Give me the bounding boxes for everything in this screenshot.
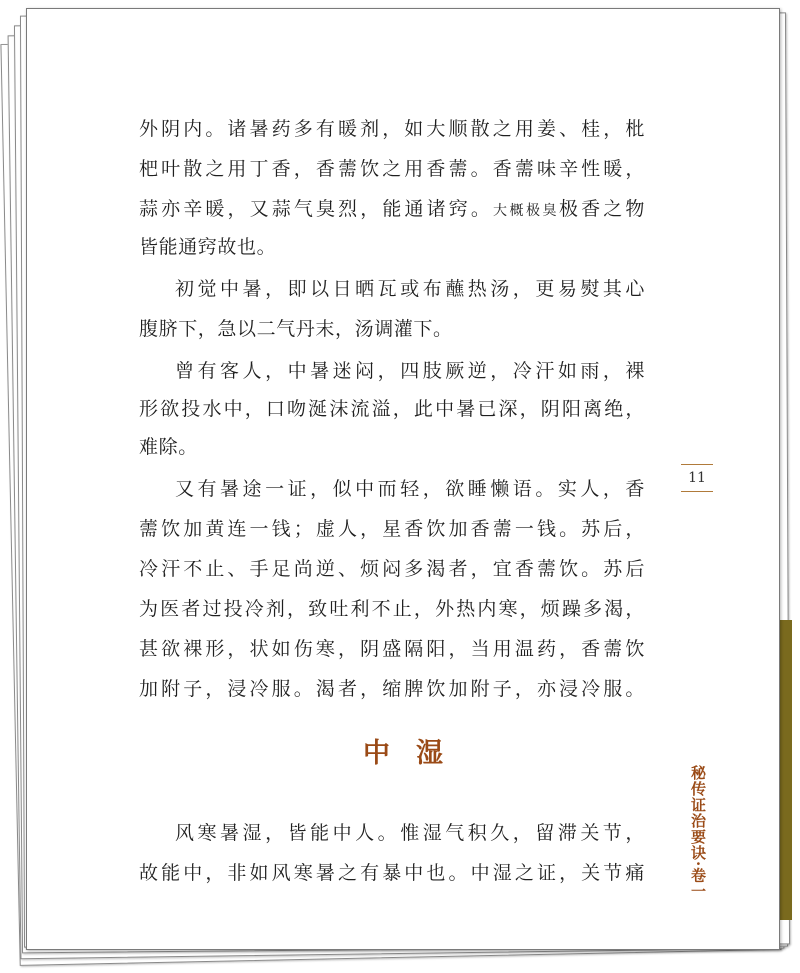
text-line: 皆能通窍故也。 [139,236,277,258]
text-line [139,197,645,223]
text-line: 甚欲裸形，状如伤寒，阴盛隔阳，当用温药，香薷饮 [139,638,645,660]
page-number: 11 [681,464,713,492]
paragraph-first-line: 又有暑途一证，似中而轻，欲睡懒语。实人，香 [175,478,645,500]
paragraph-first-line: 风寒暑湿，皆能中人。惟湿气积久，留滞关节， [175,822,645,844]
text-line: 难除。 [139,436,198,458]
text-line: 腹脐下，急以二气丹末，汤调灌下。 [139,318,453,340]
paragraph-first-line: 曾有客人，中暑迷闷，四肢厥逆，冷汗如雨，裸 [175,360,645,382]
stacked-page-edge [778,620,792,920]
text-line: 加附子，浸冷服。渴者，缩脾饮加附子，亦浸冷服。 [139,678,645,700]
text-line: 外阴内。诸暑药多有暖剂，如大顺散之用姜、桂，枇 [139,118,645,140]
text-line: 故能中，非如风寒暑之有暴中也。中湿之证，关节痛 [139,862,645,884]
section-heading: 中湿 [363,738,469,769]
running-title: 秘传证治要诀·卷一 [689,765,707,900]
book-page [26,8,780,950]
text-line: 杷叶散之用丁香，香薷饮之用香薷。香薷味辛性暖， [139,158,645,180]
inline-note: 大概极臭 [492,203,560,219]
text-line: 冷汗不止、手足尚逆、烦闷多渴者，宜香薷饮。苏后 [139,558,645,580]
text-run: 极香之物 [559,198,646,220]
text-line: 形欲投水中，口吻涎沫流溢，此中暑已深，阴阳离绝， [139,398,645,420]
text-line: 为医者过投冷剂，致吐利不止，外热内寒，烦躁多渴， [139,598,645,620]
text-run: 蒜亦辛暖，又蒜气臭烈，能通诸窍。 [139,198,493,220]
paragraph-first-line: 初觉中暑，即以日晒瓦或布蘸热汤，更易熨其心 [175,278,645,300]
text-line: 薷饮加黄连一钱；虚人，星香饮加香薷一钱。苏后， [139,518,645,540]
